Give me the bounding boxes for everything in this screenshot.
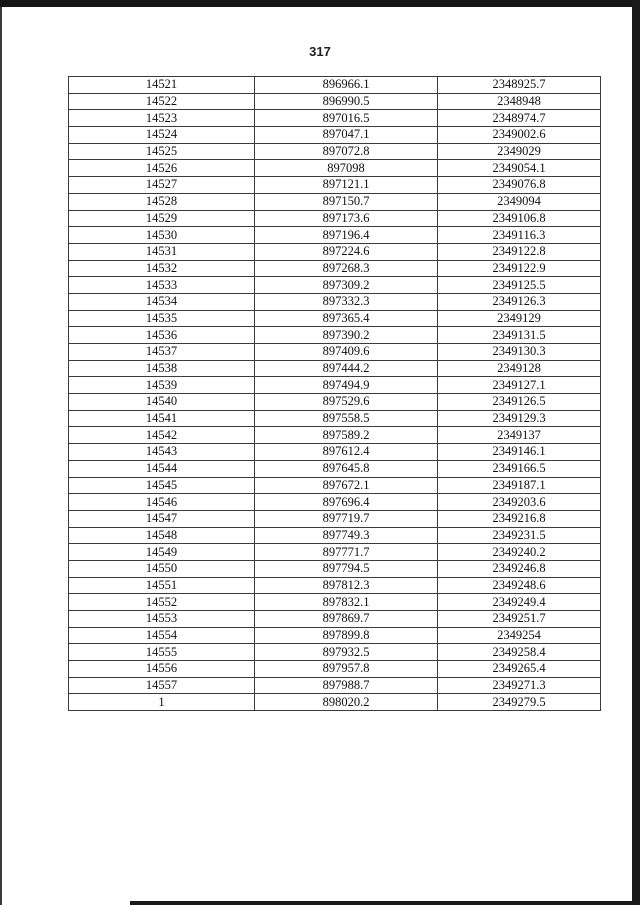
x-coordinate-cell: 897365.4 <box>255 310 438 327</box>
y-coordinate-cell: 2349126.3 <box>438 293 601 310</box>
table-row <box>69 344 601 361</box>
y-coordinate-cell: 2349116.3 <box>438 227 601 244</box>
table-row <box>69 193 601 210</box>
table-row <box>69 677 601 694</box>
table-row <box>69 160 601 177</box>
y-coordinate-cell: 2349029 <box>438 143 601 160</box>
x-coordinate-cell: 897589.2 <box>255 427 438 444</box>
x-coordinate-cell: 897771.7 <box>255 544 438 561</box>
coordinates-table <box>68 76 601 711</box>
y-coordinate-cell: 2349258.4 <box>438 644 601 661</box>
point-id-cell: 14537 <box>69 344 255 361</box>
x-coordinate-cell: 897121.1 <box>255 177 438 194</box>
table-row <box>69 143 601 160</box>
point-id-cell: 14534 <box>69 293 255 310</box>
x-coordinate-cell: 897719.7 <box>255 510 438 527</box>
y-coordinate-cell: 2349216.8 <box>438 510 601 527</box>
table-row <box>69 527 601 544</box>
x-coordinate-cell: 897932.5 <box>255 644 438 661</box>
x-coordinate-cell: 897309.2 <box>255 277 438 294</box>
table-row <box>69 594 601 611</box>
point-id-cell: 14553 <box>69 611 255 628</box>
y-coordinate-cell: 2349251.7 <box>438 611 601 628</box>
point-id-cell: 14524 <box>69 127 255 144</box>
y-coordinate-cell: 2349128 <box>438 360 601 377</box>
table-row <box>69 77 601 94</box>
x-coordinate-cell: 897645.8 <box>255 460 438 477</box>
table-row <box>69 444 601 461</box>
y-coordinate-cell: 2348925.7 <box>438 77 601 94</box>
point-id-cell: 14527 <box>69 177 255 194</box>
x-coordinate-cell: 896966.1 <box>255 77 438 94</box>
point-id-cell: 14545 <box>69 477 255 494</box>
y-coordinate-cell: 2349240.2 <box>438 544 601 561</box>
table-row <box>69 510 601 527</box>
table-row <box>69 177 601 194</box>
table-row <box>69 644 601 661</box>
point-id-cell: 14551 <box>69 577 255 594</box>
x-coordinate-cell: 897794.5 <box>255 560 438 577</box>
point-id-cell: 14521 <box>69 77 255 94</box>
x-coordinate-cell: 897494.9 <box>255 377 438 394</box>
y-coordinate-cell: 2349187.1 <box>438 477 601 494</box>
table-row <box>69 310 601 327</box>
x-coordinate-cell: 896990.5 <box>255 93 438 110</box>
y-coordinate-cell: 2348948 <box>438 93 601 110</box>
point-id-cell: 14548 <box>69 527 255 544</box>
point-id-cell: 14522 <box>69 93 255 110</box>
y-coordinate-cell: 2349129 <box>438 310 601 327</box>
point-id-cell: 14539 <box>69 377 255 394</box>
y-coordinate-cell: 2349002.6 <box>438 127 601 144</box>
point-id-cell: 14556 <box>69 661 255 678</box>
x-coordinate-cell: 897444.2 <box>255 360 438 377</box>
x-coordinate-cell: 897558.5 <box>255 410 438 427</box>
point-id-cell: 14526 <box>69 160 255 177</box>
page-number: 317 <box>309 44 331 59</box>
table-row <box>69 560 601 577</box>
point-id-cell: 14544 <box>69 460 255 477</box>
table-row <box>69 227 601 244</box>
y-coordinate-cell: 2349248.6 <box>438 577 601 594</box>
point-id-cell: 14554 <box>69 627 255 644</box>
x-coordinate-cell: 897016.5 <box>255 110 438 127</box>
point-id-cell: 14533 <box>69 277 255 294</box>
y-coordinate-cell: 2349122.8 <box>438 243 601 260</box>
scan-border-bottom <box>130 901 640 905</box>
x-coordinate-cell: 897988.7 <box>255 677 438 694</box>
point-id-cell: 14555 <box>69 644 255 661</box>
y-coordinate-cell: 2349130.3 <box>438 344 601 361</box>
point-id-cell: 14543 <box>69 444 255 461</box>
point-id-cell: 14540 <box>69 394 255 411</box>
x-coordinate-cell: 897832.1 <box>255 594 438 611</box>
point-id-cell: 14550 <box>69 560 255 577</box>
table-row <box>69 377 601 394</box>
table-row <box>69 544 601 561</box>
x-coordinate-cell: 897812.3 <box>255 577 438 594</box>
x-coordinate-cell: 897150.7 <box>255 193 438 210</box>
y-coordinate-cell: 2349137 <box>438 427 601 444</box>
x-coordinate-cell: 897899.8 <box>255 627 438 644</box>
table-row <box>69 93 601 110</box>
y-coordinate-cell: 2349122.9 <box>438 260 601 277</box>
table-row <box>69 293 601 310</box>
table-row <box>69 110 601 127</box>
table-row <box>69 210 601 227</box>
y-coordinate-cell: 2349271.3 <box>438 677 601 694</box>
y-coordinate-cell: 2349246.8 <box>438 560 601 577</box>
x-coordinate-cell: 897529.6 <box>255 394 438 411</box>
y-coordinate-cell: 2349127.1 <box>438 377 601 394</box>
y-coordinate-cell: 2349146.1 <box>438 444 601 461</box>
point-id-cell: 14535 <box>69 310 255 327</box>
coordinates-table-body <box>69 77 601 711</box>
point-id-cell: 14523 <box>69 110 255 127</box>
x-coordinate-cell: 897672.1 <box>255 477 438 494</box>
point-id-cell: 14542 <box>69 427 255 444</box>
table-row <box>69 611 601 628</box>
y-coordinate-cell: 2349265.4 <box>438 661 601 678</box>
y-coordinate-cell: 2349131.5 <box>438 327 601 344</box>
table-row <box>69 460 601 477</box>
table-row <box>69 394 601 411</box>
point-id-cell: 14530 <box>69 227 255 244</box>
point-id-cell: 14536 <box>69 327 255 344</box>
table-row <box>69 694 601 711</box>
y-coordinate-cell: 2349076.8 <box>438 177 601 194</box>
y-coordinate-cell: 2349231.5 <box>438 527 601 544</box>
x-coordinate-cell: 897390.2 <box>255 327 438 344</box>
table-row <box>69 360 601 377</box>
point-id-cell: 14552 <box>69 594 255 611</box>
coordinates-table-container <box>68 76 600 711</box>
y-coordinate-cell: 2349054.1 <box>438 160 601 177</box>
table-row <box>69 661 601 678</box>
x-coordinate-cell: 897749.3 <box>255 527 438 544</box>
table-row <box>69 410 601 427</box>
table-row <box>69 327 601 344</box>
point-id-cell: 14538 <box>69 360 255 377</box>
x-coordinate-cell: 897072.8 <box>255 143 438 160</box>
point-id-cell: 14549 <box>69 544 255 561</box>
x-coordinate-cell: 897696.4 <box>255 494 438 511</box>
point-id-cell: 14546 <box>69 494 255 511</box>
x-coordinate-cell: 897196.4 <box>255 227 438 244</box>
table-row <box>69 477 601 494</box>
y-coordinate-cell: 2349129.3 <box>438 410 601 427</box>
x-coordinate-cell: 897047.1 <box>255 127 438 144</box>
table-row <box>69 277 601 294</box>
point-id-cell: 14557 <box>69 677 255 694</box>
x-coordinate-cell: 897612.4 <box>255 444 438 461</box>
table-row <box>69 127 601 144</box>
point-id-cell: 14531 <box>69 243 255 260</box>
table-row <box>69 627 601 644</box>
table-row <box>69 260 601 277</box>
x-coordinate-cell: 897098 <box>255 160 438 177</box>
x-coordinate-cell: 897173.6 <box>255 210 438 227</box>
point-id-cell: 1 <box>69 694 255 711</box>
y-coordinate-cell: 2349094 <box>438 193 601 210</box>
y-coordinate-cell: 2349166.5 <box>438 460 601 477</box>
scan-border-right <box>632 0 640 905</box>
table-row <box>69 494 601 511</box>
y-coordinate-cell: 2349249.4 <box>438 594 601 611</box>
point-id-cell: 14529 <box>69 210 255 227</box>
x-coordinate-cell: 897332.3 <box>255 293 438 310</box>
x-coordinate-cell: 897869.7 <box>255 611 438 628</box>
point-id-cell: 14532 <box>69 260 255 277</box>
x-coordinate-cell: 897224.6 <box>255 243 438 260</box>
y-coordinate-cell: 2348974.7 <box>438 110 601 127</box>
table-row <box>69 243 601 260</box>
y-coordinate-cell: 2349126.5 <box>438 394 601 411</box>
scan-border-left <box>0 0 2 905</box>
y-coordinate-cell: 2349106.8 <box>438 210 601 227</box>
y-coordinate-cell: 2349254 <box>438 627 601 644</box>
scan-border-top <box>0 0 640 7</box>
point-id-cell: 14547 <box>69 510 255 527</box>
y-coordinate-cell: 2349279.5 <box>438 694 601 711</box>
y-coordinate-cell: 2349203.6 <box>438 494 601 511</box>
point-id-cell: 14525 <box>69 143 255 160</box>
x-coordinate-cell: 897409.6 <box>255 344 438 361</box>
x-coordinate-cell: 897268.3 <box>255 260 438 277</box>
point-id-cell: 14541 <box>69 410 255 427</box>
table-row <box>69 577 601 594</box>
x-coordinate-cell: 897957.8 <box>255 661 438 678</box>
y-coordinate-cell: 2349125.5 <box>438 277 601 294</box>
table-row <box>69 427 601 444</box>
point-id-cell: 14528 <box>69 193 255 210</box>
x-coordinate-cell: 898020.2 <box>255 694 438 711</box>
